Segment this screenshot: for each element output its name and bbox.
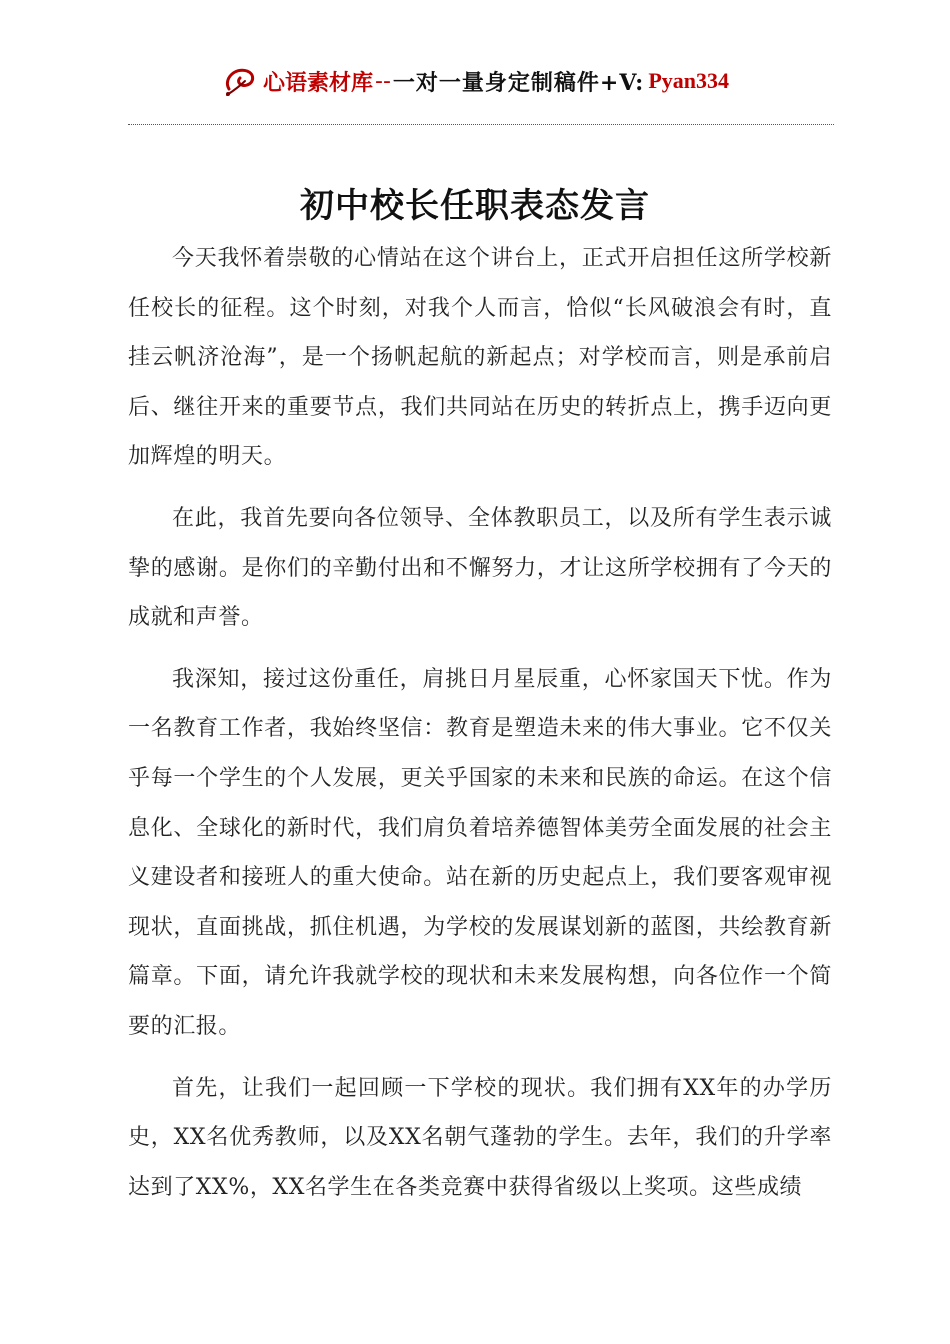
header-separator: -- — [375, 68, 391, 94]
quill-swirl-logo-icon — [221, 61, 261, 101]
header-slogan: 一对一量身定制稿件+V: — [392, 69, 645, 96]
document-title: 初中校长任职表态发言 — [300, 186, 650, 226]
header-contact: Pyan334 — [648, 68, 729, 93]
document-body — [128, 234, 832, 1224]
header-divider — [128, 124, 834, 125]
paragraph: 首先，让我们一起回顾一下学校的现状。我们拥有XX年的办学历史，XX名优秀教师，以及XX名朝气蓬勃的学生。去年，我们的升学率达到了XX%，XX名学生在各类竞赛中获得省级以上奖项。这些成绩 — [128, 1075, 832, 1200]
header-brand: 心语素材库 — [262, 70, 373, 96]
page-header — [0, 56, 950, 106]
paragraph: 今天我怀着崇敬的心情站在这个讲台上，正式开启担任这所学校新任校长的征程。这个时刻，对我个人而言，恰似“长风破浪会有时，直挂云帆济沧海”，是一个扬帆起航的新起点；对学校而言，则是承前启后、继往开来的重要节点，我们共同站在历史的转折点上，携手迈向更加辉煌的明天。 — [128, 246, 832, 470]
paragraph: 在此，我首先要向各位领导、全体教职员工，以及所有学生表示诚挚的感谢。是你们的辛勤付出和不懈努力，才让这所学校拥有了今天的成就和声誉。 — [128, 505, 832, 631]
paragraph: 我深知，接过这份重任，肩挑日月星辰重，心怀家国天下忧。作为一名教育工作者，我始终坚信：教育是塑造未来的伟大事业。它不仅关乎每一个学生的个人发展，更关乎国家的未来和民族的命运。在这个信息化、全球化的新时代，我们肩负着培养德智体美劳全面发展的社会主义建设者和接班人的重大使命。站在新的历史起点上，我们要客观审视现状，直面挑战，抓住机遇，为学校的发展谋划新的蓝图，共绘教育新篇章。下面，请允许我就学校的现状和未来发展构想，向各位作一个简要的汇报。 — [128, 666, 832, 1039]
